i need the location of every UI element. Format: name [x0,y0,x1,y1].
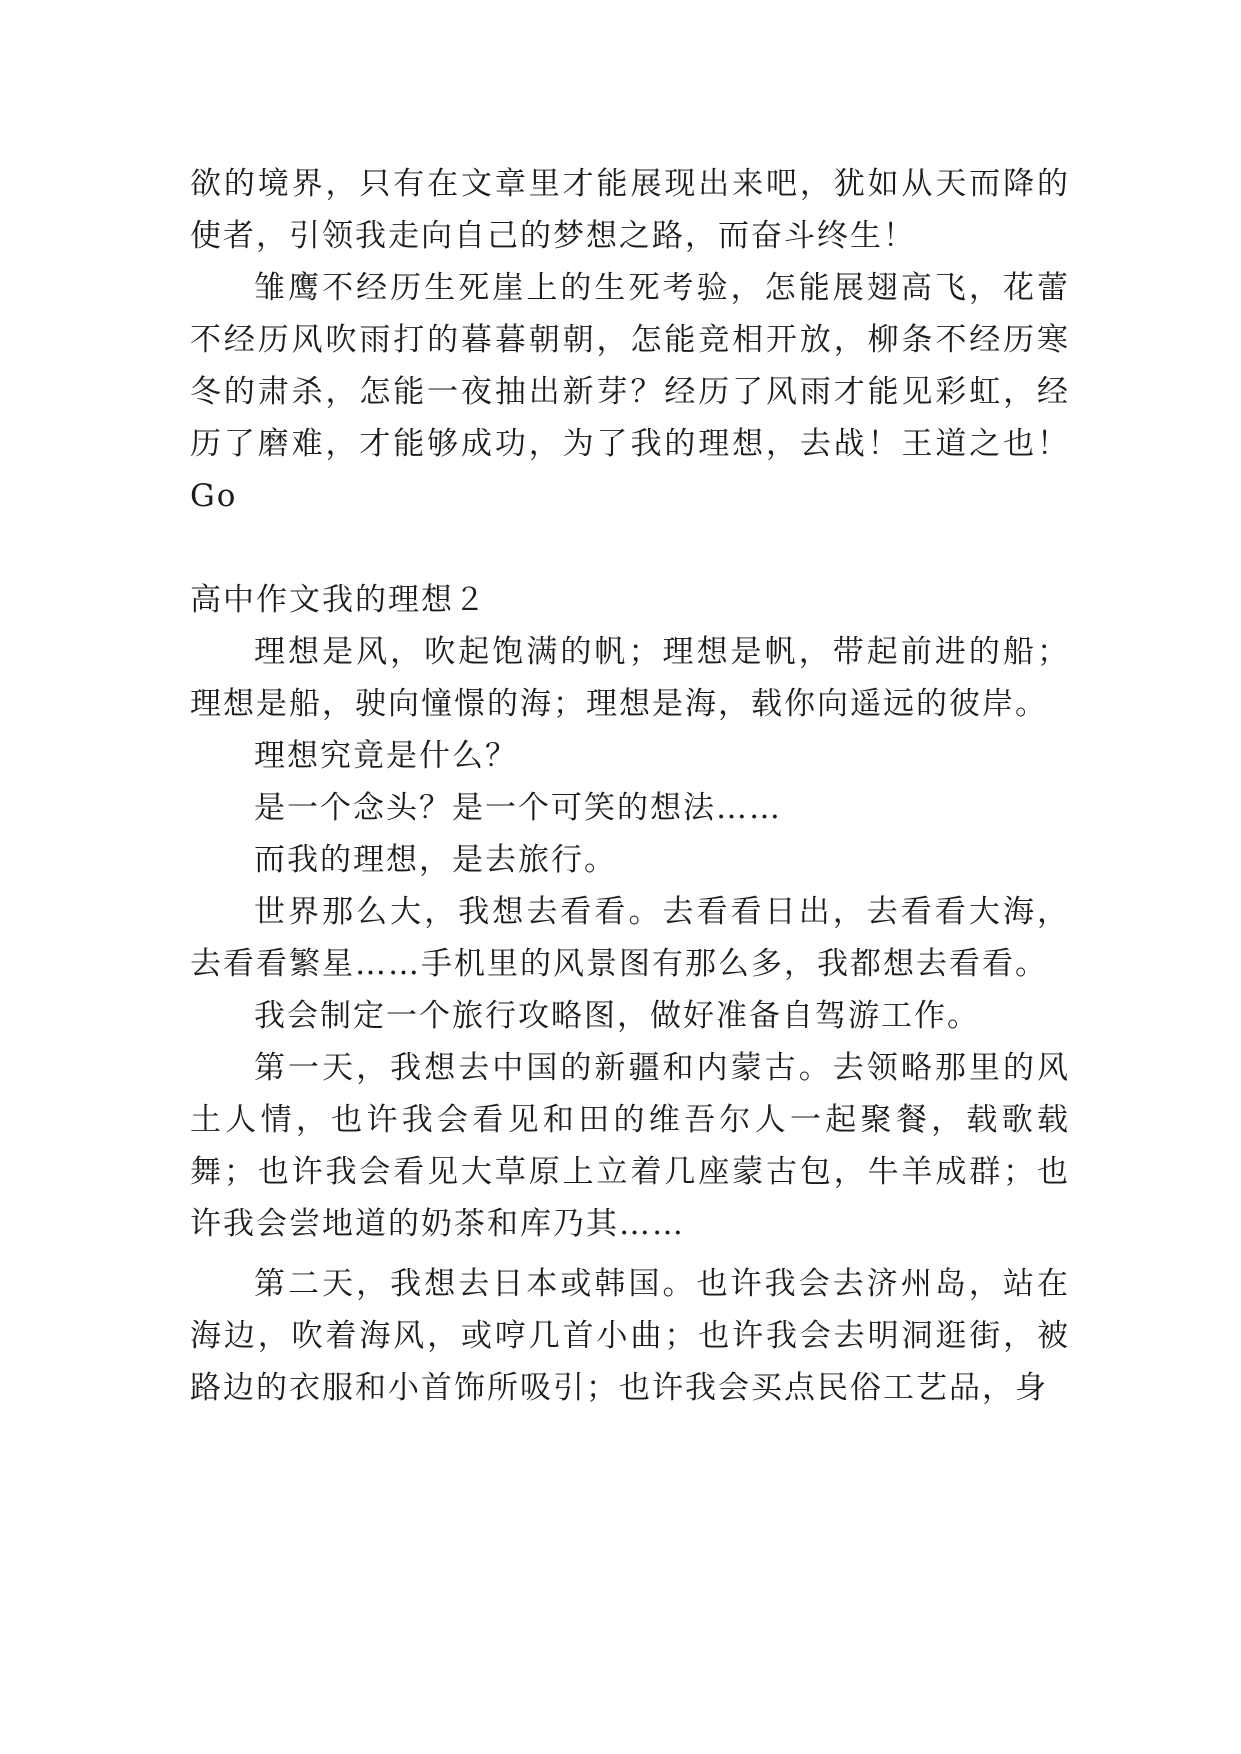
paragraph-continuation: 欲的境界，只有在文章里才能展现出来吧，犹如从天而降的使者，引领我走向自己的梦想之路，而奋斗终生！ [190,166,1070,254]
essay-title: 高中作文我的理想２ [190,582,487,618]
paragraph-thought: 是一个念头？是一个可笑的想法…… [254,790,782,826]
document-body [190,158,1070,1414]
paragraph-ideal-metaphor: 理想是风，吹起饱满的帆；理想是帆，带起前进的船；理想是船，驶向憧憬的海；理想是海，载你向遥远的彼岸。 [190,634,1070,722]
paragraph-plan: 我会制定一个旅行攻略图，做好准备自驾游工作。 [254,998,980,1034]
paragraph-eagle: 雏鹰不经历生死崖上的生死考验，怎能展翅高飞，花蕾不经历风吹雨打的暮暮朝朝，怎能竞相开放，柳条不经历寒冬的肃杀，怎能一夜抽出新芽？经历了风雨才能见彩虹，经历了磨难，才能够成功，为了我的理想，去战！王道之也！Go [190,270,1070,514]
paragraph-day-two: 第二天，我想去日本或韩国。也许我会去济州岛，站在海边，吹着海风，或哼几首小曲；也许我会去明洞逛街，被路边的衣服和小首饰所吸引；也许我会买点民俗工艺品，身 [190,1266,1070,1406]
paragraph-day-one: 第一天，我想去中国的新疆和内蒙古。去领略那里的风土人情，也许我会看见和田的维吾尔人一起聚餐，载歌载舞；也许我会看见大草原上立着几座蒙古包，牛羊成群；也许我会尝地道的奶茶和库乃其…… [190,1050,1070,1242]
paragraph-world: 世界那么大，我想去看看。去看看日出，去看看大海，去看看繁星……手机里的风景图有那么多，我都想去看看。 [190,894,1070,982]
paragraph-travel: 而我的理想，是去旅行。 [254,842,617,878]
paragraph-question: 理想究竟是什么？ [254,738,518,774]
